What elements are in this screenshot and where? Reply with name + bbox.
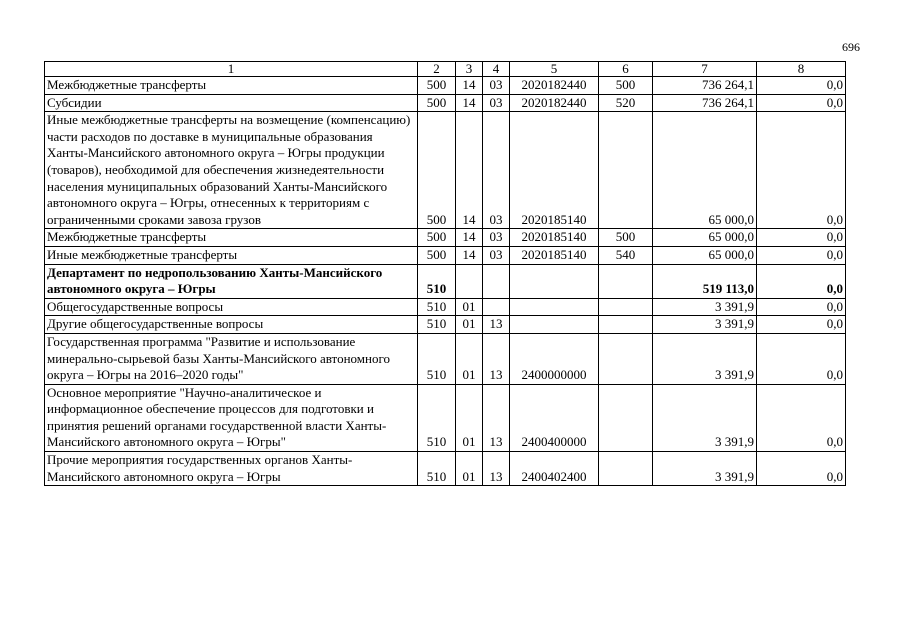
item-name-cell: Межбюджетные трансферты — [45, 77, 418, 95]
subsection-code-cell: 03 — [483, 112, 510, 229]
table-row — [45, 298, 846, 316]
ministry-code-cell: 500 — [418, 112, 456, 229]
expense-type-cell — [599, 316, 653, 334]
item-name-cell: Иные межбюджетные трансферты на возмещение (компенсацию) части расходов по доставке в муниципальные образования Ханты-Мансийского автономного округа – Югры продукции (товаров), необходимой для обеспечения жизнедеятельности населения муниципальных образований Ханты-Мансийского автономного округа – Югры, отнесенных к территориям с ограниченными сроками завоза грузов — [45, 112, 418, 229]
subsection-code-cell — [483, 298, 510, 316]
amount-2-cell: 0,0 — [757, 298, 846, 316]
budget-table — [44, 61, 846, 486]
item-name-cell: Основное мероприятие "Научно-аналитическое и информационное обеспечение процессов для подготовки и принятия решений органами государственной власти Ханты-Мансийского автономного округа – Югры" — [45, 384, 418, 451]
column-header: 8 — [757, 62, 846, 77]
target-article-cell: 2020182440 — [510, 77, 599, 95]
item-name-cell: Государственная программа "Развитие и использование минерально-сырьевой базы Ханты-Мансийского автономного округа – Югры на 2016–2020 годы" — [45, 333, 418, 384]
column-header: 5 — [510, 62, 599, 77]
column-header: 3 — [456, 62, 483, 77]
subsection-code-cell: 13 — [483, 333, 510, 384]
expense-type-cell: 500 — [599, 229, 653, 247]
ministry-code-cell: 500 — [418, 246, 456, 264]
amount-2-cell: 0,0 — [757, 452, 846, 486]
table-row — [45, 384, 846, 451]
column-header: 6 — [599, 62, 653, 77]
item-name-cell: Субсидии — [45, 94, 418, 112]
subsection-code-cell: 03 — [483, 94, 510, 112]
table-header-row — [45, 62, 846, 77]
amount-cell: 65 000,0 — [653, 229, 757, 247]
section-code-cell: 01 — [456, 384, 483, 451]
item-name-cell: Иные межбюджетные трансферты — [45, 246, 418, 264]
item-name-cell: Межбюджетные трансферты — [45, 229, 418, 247]
column-header: 4 — [483, 62, 510, 77]
target-article-cell: 2400400000 — [510, 384, 599, 451]
subsection-code-cell: 03 — [483, 77, 510, 95]
subsection-code-cell: 03 — [483, 229, 510, 247]
amount-cell: 65 000,0 — [653, 246, 757, 264]
section-code-cell: 14 — [456, 77, 483, 95]
section-code-cell: 14 — [456, 246, 483, 264]
section-code-cell: 01 — [456, 298, 483, 316]
ministry-code-cell: 510 — [418, 384, 456, 451]
amount-cell: 3 391,9 — [653, 452, 757, 486]
ministry-code-cell: 510 — [418, 333, 456, 384]
amount-2-cell: 0,0 — [757, 246, 846, 264]
target-article-cell: 2020185140 — [510, 112, 599, 229]
section-code-cell: 01 — [456, 333, 483, 384]
amount-2-cell: 0,0 — [757, 384, 846, 451]
ministry-code-cell: 510 — [418, 452, 456, 486]
target-article-cell: 2400000000 — [510, 333, 599, 384]
table-row — [45, 246, 846, 264]
item-name-cell: Департамент по недропользованию Ханты-Мансийского автономного округа – Югры — [45, 264, 418, 298]
amount-cell: 519 113,0 — [653, 264, 757, 298]
ministry-code-cell: 510 — [418, 264, 456, 298]
amount-2-cell: 0,0 — [757, 229, 846, 247]
amount-cell: 3 391,9 — [653, 298, 757, 316]
amount-cell: 3 391,9 — [653, 384, 757, 451]
amount-cell: 65 000,0 — [653, 112, 757, 229]
table-row — [45, 264, 846, 298]
expense-type-cell — [599, 333, 653, 384]
target-article-cell: 2400402400 — [510, 452, 599, 486]
ministry-code-cell: 500 — [418, 94, 456, 112]
table-row — [45, 333, 846, 384]
expense-type-cell — [599, 452, 653, 486]
column-header: 2 — [418, 62, 456, 77]
amount-2-cell: 0,0 — [757, 112, 846, 229]
ministry-code-cell: 500 — [418, 229, 456, 247]
expense-type-cell — [599, 112, 653, 229]
table-row — [45, 452, 846, 486]
target-article-cell: 2020185140 — [510, 229, 599, 247]
subsection-code-cell: 13 — [483, 384, 510, 451]
expense-type-cell: 520 — [599, 94, 653, 112]
subsection-code-cell: 03 — [483, 246, 510, 264]
section-code-cell: 14 — [456, 112, 483, 229]
subsection-code-cell: 13 — [483, 452, 510, 486]
amount-2-cell: 0,0 — [757, 77, 846, 95]
amount-cell: 736 264,1 — [653, 94, 757, 112]
subsection-code-cell — [483, 264, 510, 298]
table-row — [45, 112, 846, 229]
page-number: 696 — [842, 40, 860, 54]
target-article-cell — [510, 264, 599, 298]
target-article-cell: 2020185140 — [510, 246, 599, 264]
amount-2-cell: 0,0 — [757, 264, 846, 298]
amount-2-cell: 0,0 — [757, 94, 846, 112]
expense-type-cell — [599, 384, 653, 451]
item-name-cell: Другие общегосударственные вопросы — [45, 316, 418, 334]
ministry-code-cell: 510 — [418, 298, 456, 316]
target-article-cell — [510, 298, 599, 316]
column-header: 1 — [45, 62, 418, 77]
expense-type-cell — [599, 298, 653, 316]
section-code-cell — [456, 264, 483, 298]
target-article-cell: 2020182440 — [510, 94, 599, 112]
table-row — [45, 229, 846, 247]
target-article-cell — [510, 316, 599, 334]
ministry-code-cell: 500 — [418, 77, 456, 95]
subsection-code-cell: 13 — [483, 316, 510, 334]
section-code-cell: 14 — [456, 94, 483, 112]
amount-cell: 736 264,1 — [653, 77, 757, 95]
ministry-code-cell: 510 — [418, 316, 456, 334]
table-row — [45, 77, 846, 95]
section-code-cell: 01 — [456, 316, 483, 334]
expense-type-cell: 500 — [599, 77, 653, 95]
amount-2-cell: 0,0 — [757, 316, 846, 334]
table-row — [45, 94, 846, 112]
item-name-cell: Общегосударственные вопросы — [45, 298, 418, 316]
column-header: 7 — [653, 62, 757, 77]
table-body — [45, 77, 846, 486]
expense-type-cell: 540 — [599, 246, 653, 264]
amount-2-cell: 0,0 — [757, 333, 846, 384]
section-code-cell: 01 — [456, 452, 483, 486]
section-code-cell: 14 — [456, 229, 483, 247]
amount-cell: 3 391,9 — [653, 333, 757, 384]
table-row — [45, 316, 846, 334]
item-name-cell: Прочие мероприятия государственных органов Ханты-Мансийского автономного округа – Югры — [45, 452, 418, 486]
amount-cell: 3 391,9 — [653, 316, 757, 334]
expense-type-cell — [599, 264, 653, 298]
